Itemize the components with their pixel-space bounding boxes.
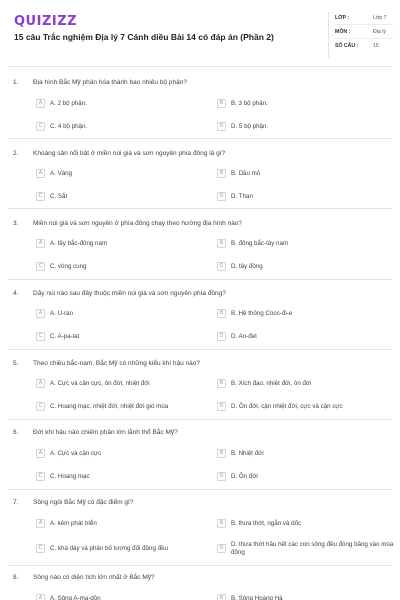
option-text: C. A-pa-lat (50, 333, 80, 340)
option-text: D. thưa thớt hầu hết các con sông đều đóng băng vào mùa đông (231, 541, 394, 556)
option-letter-box: B (217, 449, 226, 458)
option-text: C. vòng cung (50, 263, 87, 270)
option-letter-box: D (217, 402, 226, 411)
header-divider (8, 66, 392, 67)
option-letter-box: C (36, 402, 45, 411)
option-text: A. tây bắc-đông nam (50, 240, 108, 247)
page-title: 15 câu Trắc nghiệm Địa lý 7 Cánh diều Bài 14 có đáp án (Phần 2) (14, 32, 274, 42)
option-letter-box: B (217, 99, 226, 108)
option-letter-box: D (217, 332, 226, 341)
question-divider (8, 419, 392, 420)
quizizz-logo: QUIZIZZ (14, 14, 78, 29)
option-text: C. 4 bộ phận. (50, 123, 88, 130)
option-letter-box: A (36, 239, 45, 248)
question-text: Miền núi già và sơn nguyên ở phía đông chạy theo hướng địa hình nào? (33, 220, 243, 227)
option-text: B. thưa thớt, ngắn và dốc (231, 520, 302, 527)
option-text: B. Sông Hoàng Hà (231, 595, 283, 600)
option-text: B. đông bắc-tây nam (231, 240, 289, 247)
question-text: Khoáng sản nổi bật ở miền núi già và sơn nguyên phía đông là gì? (33, 150, 226, 157)
question-number: 5. (13, 360, 19, 367)
question-text: Dãy núi nào sau đây thuộc miền núi già và sơn nguyên phía đông? (33, 290, 226, 297)
option-letter-box: D (217, 192, 226, 201)
option-text: C. khá dày và phân bố tương đối đồng đều (50, 545, 168, 552)
option-letter-box: A (36, 309, 45, 318)
meta-value: Địa lý (373, 29, 386, 35)
option-letter-box: B (217, 309, 226, 318)
option-letter-box: C (36, 122, 45, 131)
question-divider (8, 138, 392, 139)
option-text: D. tây đông (231, 263, 263, 270)
meta-row-count (335, 40, 393, 53)
option-text: D. Ôn đới, cận nhiệt đới, cực và cận cực (231, 403, 343, 410)
option-letter-box: B (217, 519, 226, 528)
option-text: C. Hoang mạc, nhiệt đới, nhiệt đới gió mùa (50, 403, 169, 410)
option-text: D. Ôn đới (231, 473, 258, 480)
question-number: 6. (13, 429, 19, 436)
question-number: 8. (13, 574, 19, 581)
question-divider (8, 279, 392, 280)
option-text: A. Sông A-ma-dôn (50, 595, 101, 600)
meta-label: LỚP : (335, 15, 350, 21)
option-text: D. An-đet (231, 333, 257, 340)
question-text: Sông ngòi Bắc Mỹ có đặc điểm gì? (33, 499, 134, 506)
question-text: Địa hình Bắc Mỹ phân hóa thành bao nhiêu bộ phận? (33, 79, 187, 86)
question-text: Đới khí hậu nào chiếm phần lớn lãnh thổ Bắc Mỹ? (33, 429, 178, 436)
option-text: D. Than (231, 193, 253, 200)
meta-label: SỐ CÂU : (335, 43, 359, 49)
meta-row-subject (335, 26, 393, 39)
option-text: B. Xích đạo, nhiệt đới, ôn đới (231, 380, 312, 387)
option-text: A. U-ran (50, 310, 74, 317)
option-letter-box: C (36, 262, 45, 271)
option-letter-box: B (217, 379, 226, 388)
option-text: A. Cực và cận cực (50, 450, 102, 457)
option-text: D. 5 bộ phận. (231, 123, 269, 130)
option-letter-box: C (36, 332, 45, 341)
option-text: B. Hệ thống Cooc-đi-e (231, 310, 293, 317)
question-number: 4. (13, 290, 19, 297)
option-letter-box: B (217, 239, 226, 248)
meta-value: 15 (373, 43, 379, 49)
question-divider (8, 489, 392, 490)
question-number: 3. (13, 220, 19, 227)
option-letter-box: A (36, 379, 45, 388)
option-text: A. 2 bộ phận. (50, 100, 87, 107)
option-letter-box: A (36, 594, 45, 600)
option-letter-box: C (36, 544, 45, 553)
option-letter-box: A (36, 169, 45, 178)
option-letter-box: D (217, 262, 226, 271)
option-letter-box: A (36, 99, 45, 108)
meta-value: Lớp 7 (373, 15, 387, 21)
option-letter-box: B (217, 169, 226, 178)
meta-row-class (335, 12, 393, 25)
question-divider (8, 565, 392, 566)
question-text: Sông nào có diện tích lớn nhất ở Bắc Mỹ? (33, 574, 155, 581)
question-number: 1. (13, 79, 19, 86)
option-text: A. Cực và cận cực, ôn đới, nhiệt đới (50, 380, 150, 387)
meta-label: MÔN : (335, 29, 351, 35)
page-header (0, 0, 400, 66)
option-letter-box: D (217, 122, 226, 131)
option-letter-box: C (36, 192, 45, 201)
option-letter-box: C (36, 472, 45, 481)
option-text: B. 3 bộ phận. (231, 100, 268, 107)
question-text: Theo chiều bắc-nam, Bắc Mỹ có những kiểu khí hậu nào? (33, 360, 200, 367)
option-letter-box: D (217, 544, 226, 553)
option-text: C. Hoang mạc (50, 473, 90, 480)
option-letter-box: A (36, 519, 45, 528)
option-text: A. Vàng (50, 170, 73, 177)
option-text: C. Sắt (50, 193, 68, 200)
option-letter-box: D (217, 472, 226, 481)
meta-box (328, 12, 391, 58)
option-text: B. Dầu mỏ (231, 170, 261, 177)
option-text: B. Nhiệt đới (231, 450, 264, 457)
question-number: 7. (13, 499, 19, 506)
question-divider (8, 208, 392, 209)
option-letter-box: B (217, 594, 226, 600)
question-divider (8, 349, 392, 350)
option-text: A. kém phát triển (50, 520, 97, 527)
question-number: 2. (13, 150, 19, 157)
option-letter-box: A (36, 449, 45, 458)
